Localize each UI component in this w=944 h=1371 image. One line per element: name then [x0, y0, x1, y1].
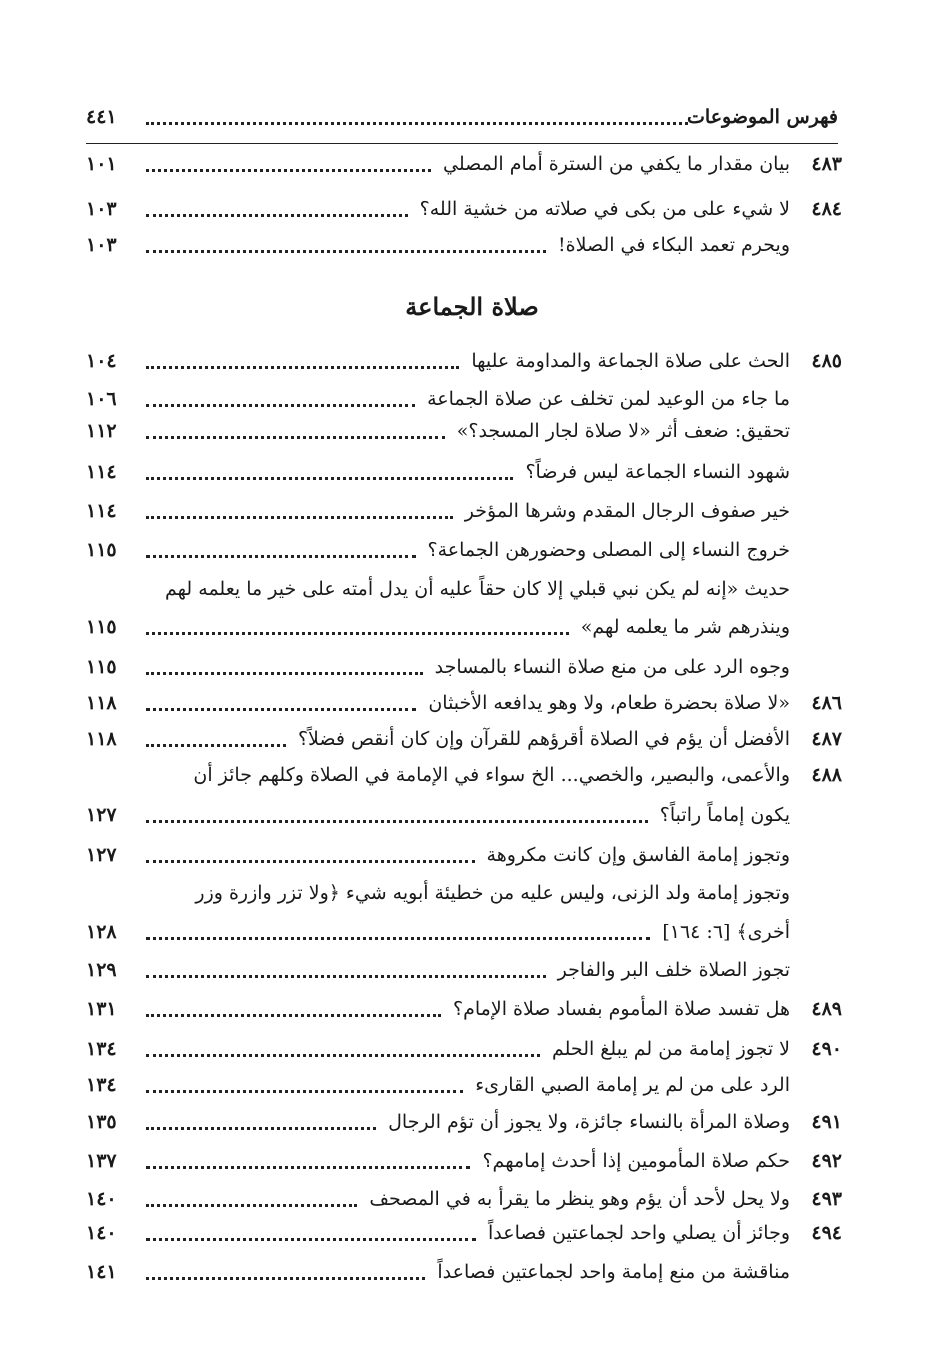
- leader-dots: [146, 366, 459, 369]
- toc-entry: [86, 610, 842, 644]
- entry-title: وتجوز إمامة الفاسق وإن كانت مكروهة: [486, 844, 790, 866]
- toc-entry: [86, 455, 842, 489]
- toc-entry: [86, 382, 842, 416]
- entry-number: ٤٩٠: [811, 1038, 842, 1060]
- entry-title: حديث «إنه لم يكن نبي قبلي إلا كان حقاً عليه أن يدل أمته على خير ما يعلمه لهم: [165, 578, 790, 600]
- leader-dots: [146, 122, 688, 125]
- entry-title: وينذرهم شر ما يعلمه لهم»: [580, 616, 790, 638]
- toc-entry: [86, 876, 842, 910]
- entry-page-number: ١٢٩: [86, 959, 117, 981]
- entry-title: والأعمى، والبصير، والخصي... الخ سواء في الإمامة في الصلاة وكلهم جائز أن: [193, 764, 790, 786]
- leader-dots: [146, 436, 445, 439]
- toc-entry: [86, 147, 842, 181]
- toc-entry: [86, 1144, 842, 1178]
- toc-entry: [86, 758, 842, 792]
- entry-page-number: ١٢٨: [86, 921, 117, 943]
- entry-page-number: ١٠١: [86, 153, 117, 175]
- toc-entry: [86, 494, 842, 528]
- entry-page-number: ١٣٥: [86, 1111, 117, 1133]
- entry-page-number: ١٤١: [86, 1261, 117, 1283]
- leader-dots: [146, 1204, 357, 1207]
- entry-page-number: ١٠٣: [86, 234, 117, 256]
- toc-entry: [86, 1068, 842, 1102]
- leader-dots: [146, 1090, 463, 1093]
- entry-page-number: ١٤٠: [86, 1222, 117, 1244]
- entry-title: خير صفوف الرجال المقدم وشرها المؤخر: [464, 500, 790, 522]
- toc-entry: [86, 1216, 842, 1250]
- entry-title: شهود النساء الجماعة ليس فرضاً؟: [525, 461, 790, 483]
- entry-title: ويحرم تعمد البكاء في الصلاة!: [558, 234, 790, 256]
- toc-entry: [86, 798, 842, 832]
- leader-dots: [146, 169, 431, 172]
- entry-title: تجوز الصلاة خلف البر والفاجر: [557, 959, 790, 981]
- entry-title: «لا صلاة بحضرة طعام، ولا وهو يدافعه الأخبثان: [428, 692, 790, 714]
- entry-page-number: ١١٥: [86, 539, 117, 561]
- leader-dots: [146, 477, 513, 480]
- toc-entry: [86, 915, 842, 949]
- leader-dots: [146, 1127, 376, 1130]
- entry-number: ٤٨٤: [811, 198, 842, 220]
- entry-page-number: ١٣٤: [86, 1038, 117, 1060]
- toc-entry: [86, 992, 842, 1026]
- leader-dots: [146, 1014, 441, 1017]
- entry-title: تحقيق: ضعف أثر «لا صلاة لجار المسجد؟»: [456, 420, 790, 442]
- entry-page-number: ١١٢: [86, 420, 117, 442]
- toc-entry: [86, 228, 842, 262]
- toc-entry: [86, 1105, 842, 1139]
- entry-page-number: ١٣٧: [86, 1150, 117, 1172]
- leader-dots: [146, 975, 546, 978]
- section-title: صلاة الجماعة: [405, 292, 539, 321]
- entry-title: وجوه الرد على من منع صلاة النساء بالمساجد: [434, 656, 790, 678]
- entry-title: خروج النساء إلى المصلى وحضورهن الجماعة؟: [427, 539, 790, 561]
- leader-dots: [146, 820, 648, 823]
- header-page-number: ٤٤١: [86, 106, 117, 128]
- leader-dots: [146, 404, 415, 407]
- leader-dots: [146, 672, 423, 675]
- toc-entry: [86, 1182, 842, 1216]
- toc-entry: [86, 953, 842, 987]
- entry-number: ٤٩١: [811, 1111, 842, 1133]
- entry-page-number: ١٠٣: [86, 198, 117, 220]
- toc-entry: [86, 344, 842, 378]
- entry-title: وتجوز إمامة ولد الزنى، وليس عليه من خطيئة أبويه شيء ﴿ولا تزر وازرة وزر: [195, 882, 790, 904]
- entry-page-number: ١٣١: [86, 998, 117, 1020]
- leader-dots: [146, 214, 408, 217]
- entry-page-number: ١٢٧: [86, 844, 117, 866]
- entry-title: لا تجوز إمامة من لم يبلغ الحلم: [552, 1038, 790, 1060]
- toc-entry: [86, 722, 842, 756]
- leader-dots: [146, 1277, 425, 1280]
- entry-page-number: ١٠٤: [86, 350, 117, 372]
- leader-dots: [146, 708, 416, 711]
- entry-title: لا شيء على من بكى في صلاته من خشية الله؟: [419, 198, 790, 220]
- entry-title: هل تفسد صلاة المأموم بفساد صلاة الإمام؟: [453, 998, 790, 1020]
- entry-title: وصلاة المرأة بالنساء جائزة، ولا يجوز أن تؤم الرجال: [388, 1111, 790, 1133]
- entry-title: مناقشة من منع إمامة واحد لجماعتين فصاعداً: [437, 1261, 790, 1283]
- entry-title: ما جاء من الوعيد لمن تخلف عن صلاة الجماعة: [427, 388, 790, 410]
- toc-entry: [86, 414, 842, 448]
- leader-dots: [146, 1166, 470, 1169]
- entry-title: الأفضل أن يؤم في الصلاة أقرؤهم للقرآن وإن كان أنقص فضلاً؟: [297, 728, 790, 750]
- entry-number: ٤٨٧: [811, 728, 842, 750]
- header-rule: [86, 143, 838, 144]
- toc-entry: [86, 1032, 842, 1066]
- entry-title: ولا يحل لأحد أن يؤم وهو ينظر ما يقرأ به في المصحف: [369, 1188, 790, 1210]
- leader-dots: [146, 250, 546, 253]
- toc-entry: [86, 1255, 842, 1289]
- entry-page-number: ١٤٠: [86, 1188, 117, 1210]
- entry-number: ٤٨٦: [811, 692, 842, 714]
- toc-entry: [86, 686, 842, 720]
- entry-title: وجائز أن يصلي واحد لجماعتين فصاعداً: [487, 1222, 790, 1244]
- entry-page-number: ١١٥: [86, 616, 117, 638]
- entry-page-number: ١٣٤: [86, 1074, 117, 1096]
- toc-entry: [86, 533, 842, 567]
- entry-title: أخرى﴾ [٦: ١٦٤]: [662, 921, 790, 943]
- entry-number: ٤٨٥: [811, 350, 842, 372]
- entry-number: ٤٨٩: [811, 998, 842, 1020]
- toc-entry: [86, 572, 842, 606]
- leader-dots: [146, 937, 650, 940]
- entry-page-number: ١١٥: [86, 656, 117, 678]
- entry-title: حكم صلاة المأمومين إذا أحدث إمامهم؟: [482, 1150, 790, 1172]
- toc-entry: [86, 650, 842, 684]
- entry-number: ٤٩٤: [811, 1222, 842, 1244]
- entry-number: ٤٨٨: [811, 764, 842, 786]
- entry-page-number: ١١٤: [86, 500, 117, 522]
- leader-dots: [146, 555, 416, 558]
- entry-page-number: ١١٨: [86, 692, 117, 714]
- entry-number: ٤٩٣: [811, 1188, 842, 1210]
- leader-dots: [146, 632, 569, 635]
- entry-page-number: ١١٤: [86, 461, 117, 483]
- leader-dots: [146, 1054, 540, 1057]
- toc-entry: [86, 838, 842, 872]
- leader-dots: [146, 744, 286, 747]
- entry-title: يكون إماماً راتباً؟: [659, 804, 790, 826]
- entry-title: بيان مقدار ما يكفي من السترة أمام المصلي: [443, 153, 790, 175]
- toc-entry: [86, 192, 842, 226]
- entry-page-number: ١٠٦: [86, 388, 117, 410]
- entry-page-number: ١٢٧: [86, 804, 117, 826]
- header-title: فهرس الموضوعات: [687, 106, 838, 128]
- entry-title: الحث على صلاة الجماعة والمداومة عليها: [471, 350, 790, 372]
- entry-title: الرد على من لم ير إمامة الصبي القارىء: [475, 1074, 790, 1096]
- page-header: [86, 100, 838, 134]
- leader-dots: [146, 1238, 476, 1241]
- leader-dots: [146, 516, 453, 519]
- leader-dots: [146, 860, 475, 863]
- entry-page-number: ١١٨: [86, 728, 117, 750]
- entry-number: ٤٩٢: [811, 1150, 842, 1172]
- entry-number: ٤٨٣: [811, 153, 842, 175]
